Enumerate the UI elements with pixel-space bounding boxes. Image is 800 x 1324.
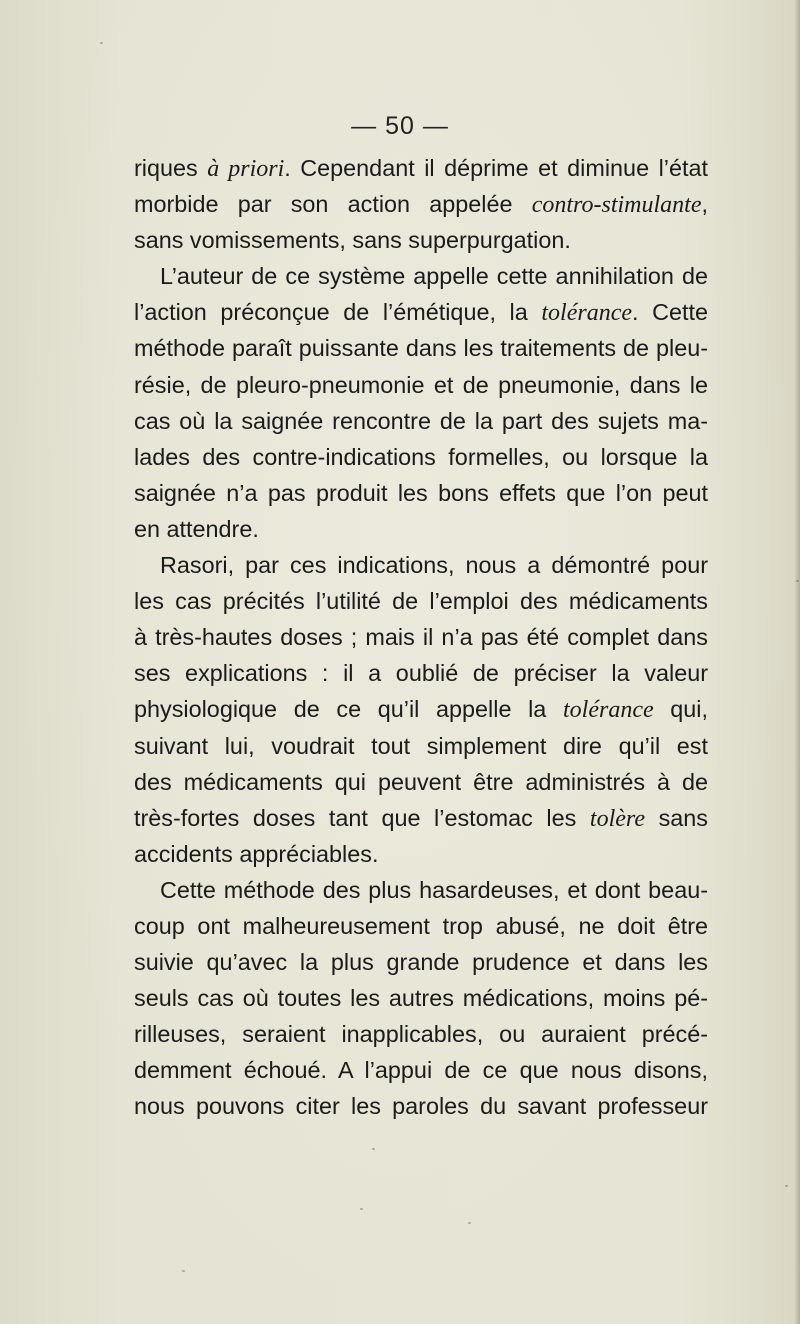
text-line — [134, 330, 708, 366]
text-segment: . Cette — [632, 299, 709, 326]
italic-text: à priori — [207, 156, 285, 182]
text-segment: riques — [134, 155, 208, 181]
text-segment: les cas précités l’utilité de l’emploi des médicaments — [134, 588, 708, 615]
text-line — [134, 222, 708, 258]
text-line — [134, 403, 708, 439]
text-line — [134, 1052, 708, 1088]
text-line — [134, 547, 708, 583]
paper-speck — [372, 1148, 375, 1150]
text-line — [134, 980, 708, 1016]
text-line — [134, 764, 708, 800]
page-number: — 50 — — [351, 112, 449, 140]
text-segment: , — [701, 191, 708, 218]
text-line — [134, 728, 708, 764]
text-segment: en attendre. — [134, 515, 259, 542]
text-segment: accidents appréciables. — [134, 840, 379, 867]
text-line — [134, 691, 708, 727]
italic-text: tolère — [589, 805, 645, 832]
text-line — [134, 908, 708, 944]
text-segment: méthode paraît puissante dans les traitements de pleu- — [134, 335, 708, 362]
text-segment: ses explications : il a oublié de préciser la valeur — [134, 660, 708, 687]
text-segment: très-fortes doses tant que l’estomac les — [134, 804, 590, 831]
text-segment: physiologique de ce qu’il appelle la — [134, 696, 563, 723]
text-segment: des médicaments qui peuvent être administrés à de — [134, 768, 708, 795]
text-segment: rilleuses, seraient inapplicables, ou auraient précé- — [134, 1021, 708, 1048]
text-segment: Rasori, par ces indications, nous a démontré pour — [160, 552, 708, 579]
text-segment: coup ont malheureusement trop abusé, ne doit être — [134, 912, 708, 939]
page-edge-shadow — [794, 0, 800, 1324]
paper-speck — [796, 580, 799, 582]
text-segment: sans vomissements, sans superpurgation. — [134, 227, 571, 254]
text-line — [134, 1088, 708, 1124]
text-line — [134, 475, 708, 511]
paper-speck — [182, 1270, 185, 1272]
text-segment: à très-hautes doses ; mais il n’a pas été complet dans — [134, 624, 708, 651]
paper-speck — [100, 42, 103, 44]
text-segment: lades des contre-indications formelles, ou lorsque la — [134, 443, 708, 470]
text-line — [134, 800, 708, 836]
text-segment: . Cependant il déprime et diminue l’état — [284, 155, 708, 181]
text-segment: demment échoué. A l’appui de ce que nous disons, — [134, 1057, 708, 1084]
italic-text: tolérance — [562, 697, 654, 724]
text-line — [134, 1016, 708, 1052]
text-segment: morbide par son action appelée — [134, 191, 532, 218]
text-segment: L’auteur de ce système appelle cette annihilation de — [160, 263, 708, 290]
text-line — [134, 439, 708, 475]
text-segment: résie, de pleuro-pneumonie et de pneumonie, dans le — [134, 371, 708, 398]
text-segment: Cette méthode des plus hasardeuses, et dont beau- — [160, 876, 708, 903]
text-line — [134, 836, 708, 872]
text-line — [134, 619, 708, 655]
text-line — [134, 583, 708, 619]
text-segment: suivant lui, voudrait tout simplement dire qu’il est — [134, 732, 708, 759]
text-segment: suivie qu’avec la plus grande prudence et dans les — [134, 949, 708, 976]
text-segment: cas où la saignée rencontre de la part des sujets ma- — [134, 407, 708, 434]
text-line — [134, 944, 708, 980]
text-segment: sans — [645, 804, 708, 831]
body-text — [134, 150, 708, 1125]
text-line — [134, 872, 708, 908]
text-line — [134, 294, 708, 330]
text-segment: l’action préconçue de l’émétique, la — [134, 299, 542, 326]
text-line — [134, 655, 708, 691]
text-segment: saignée n’a pas produit les bons effets que l’on peut — [134, 479, 708, 506]
text-line — [134, 511, 708, 547]
italic-text: tolérance — [541, 300, 632, 327]
paper-speck — [468, 1222, 471, 1224]
text-segment: seuls cas où toutes les autres médications, moins pé- — [134, 985, 708, 1012]
text-line — [134, 258, 708, 294]
text-segment: qui, — [653, 696, 708, 723]
text-line — [134, 367, 708, 403]
text-line — [134, 150, 708, 186]
paper-speck — [360, 1208, 363, 1210]
italic-text: contro-stimulante — [531, 192, 702, 219]
text-line — [134, 186, 708, 222]
text-segment: nous pouvons citer les paroles du savant professeur — [134, 1093, 708, 1120]
paper-speck — [785, 1185, 788, 1187]
